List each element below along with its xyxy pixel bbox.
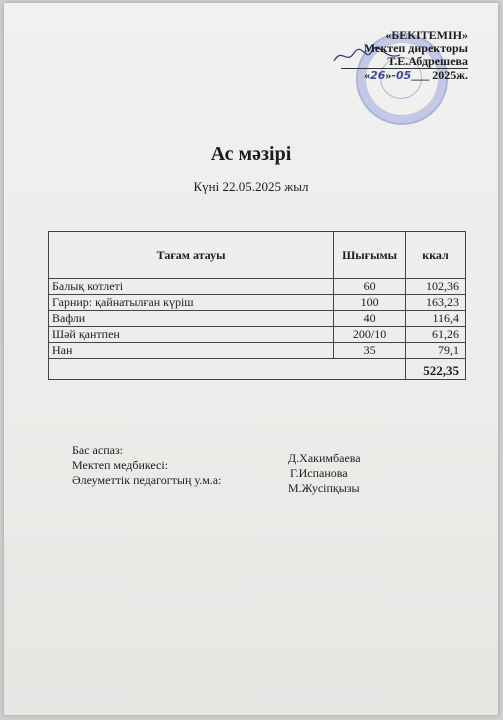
approval-block: [341, 29, 468, 82]
approval-day: 26: [370, 69, 386, 82]
staff-role-nurse: Мектеп медбикесі:: [72, 458, 169, 472]
dish-portion: 60: [334, 279, 406, 295]
approval-year: 2025ж.: [432, 68, 468, 82]
dish-name: Шәй қантпен: [49, 327, 334, 343]
total-kcal: 522,35: [406, 359, 466, 380]
staff-name-nurse: Г.Испанова: [290, 466, 348, 480]
dish-portion: 100: [334, 295, 406, 311]
menu-table-header: [49, 232, 466, 279]
total-row: [49, 359, 466, 380]
header-kcal: ккал: [406, 232, 466, 279]
dish-kcal: 163,23: [406, 295, 466, 311]
menu-table: [48, 231, 466, 380]
dish-kcal: 116,4: [406, 311, 466, 327]
dish-name: Балық котлеті: [49, 279, 334, 295]
table-row: [49, 311, 466, 327]
approval-date: «26»-05___ 2025ж.: [364, 68, 468, 82]
menu-date: Күні 22.05.2025 жыл: [193, 179, 309, 194]
staff-roles: [72, 443, 221, 488]
staff-role-social-pedagogue: Әлеуметтік педагогтың у.м.а:: [72, 473, 222, 487]
dish-kcal: 102,36: [406, 279, 466, 295]
staff-role-chef: Бас аспаз:: [72, 443, 124, 457]
table-row: [49, 279, 466, 295]
approval-name: Т.Е.Абдрешева: [341, 55, 468, 69]
dish-portion: 40: [334, 311, 406, 327]
document-page: [4, 3, 498, 715]
approval-month: 05: [395, 69, 412, 82]
staff-names: [288, 451, 361, 496]
staff-name-social-pedagogue: М.Жусіпқызы: [288, 481, 360, 495]
table-row: [49, 327, 466, 343]
dish-kcal: 61,26: [406, 327, 466, 343]
table-row: [49, 343, 466, 359]
dish-name: Гарнир: қайнатылған күріш: [49, 295, 334, 311]
dish-name: Нан: [49, 343, 334, 359]
staff-name-chef: Д.Хакимбаева: [288, 451, 361, 465]
dish-kcal: 79,1: [406, 343, 466, 359]
approval-position: Мектеп директоры: [363, 41, 468, 55]
approval-title: «БЕКІТЕМІН»: [385, 28, 468, 42]
table-row: [49, 295, 466, 311]
total-empty-cell: [49, 359, 406, 380]
menu-title: Ас мәзірі: [210, 143, 292, 165]
header-dish-name: Тағам атауы: [49, 232, 334, 279]
dish-portion: 35: [334, 343, 406, 359]
dish-name: Вафли: [49, 311, 334, 327]
dish-portion: 200/10: [334, 327, 406, 343]
header-portion: Шығымы: [334, 232, 406, 279]
